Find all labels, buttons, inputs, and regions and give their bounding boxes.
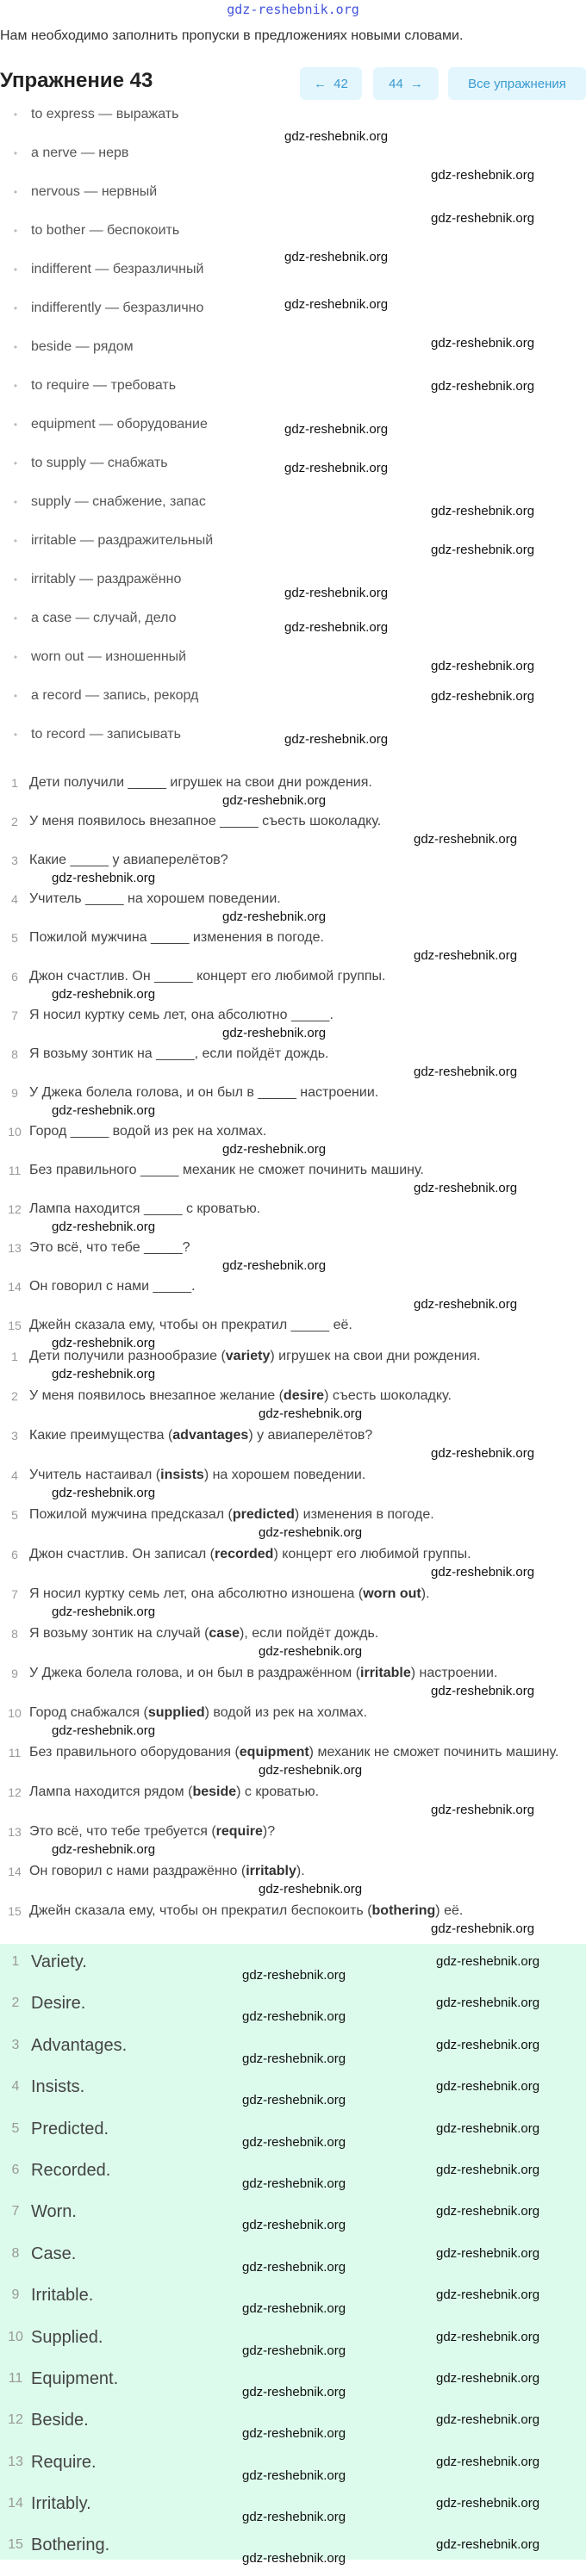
sentence-text: Дети получили _____ игрушек на свои дни рождения. [29, 775, 372, 790]
bullet-icon: • [13, 496, 18, 508]
vocab-item [0, 334, 213, 373]
watermark-text: gdz-reshebnik.org [284, 586, 389, 600]
translation-text [29, 1743, 586, 1762]
bullet-icon: • [13, 690, 18, 702]
watermark-text: gdz-reshebnik.org [436, 2330, 540, 2344]
vocab-text: to record — записывать [31, 727, 181, 742]
vocab-item [0, 218, 213, 257]
answer-text: Advantages. [31, 2035, 128, 2055]
vocab-item [0, 140, 213, 179]
page-title: Упражнение 43 [0, 69, 153, 92]
translation-post: ) игрушек на свои дни рождения. [270, 1349, 481, 1363]
sentence-text: Учитель _____ на хорошем поведении. [29, 891, 281, 906]
answer-text: Require. [31, 2452, 97, 2472]
answer-text: Recorded. [31, 2160, 111, 2180]
watermark-text: gdz-reshebnik.org [284, 732, 389, 747]
translation-pre: Город снабжался ( [29, 1705, 148, 1720]
watermark-text: gdz-reshebnik.org [242, 2426, 346, 2441]
watermark-text: gdz-reshebnik.org [242, 2385, 346, 2399]
item-number: 2 [11, 815, 18, 829]
answer-word: require [215, 1824, 263, 1839]
sentence-text: Джейн сказала ему, чтобы он прекратил _____ её. [29, 1318, 352, 1332]
watermark-text: gdz-reshebnik.org [431, 659, 535, 673]
item-number: 2 [11, 1996, 20, 2011]
watermark-text: gdz-reshebnik.org [222, 909, 327, 924]
watermark-text: gdz-reshebnik.org [284, 461, 389, 475]
answer-item [0, 1992, 127, 2033]
item-number: 1 [11, 1954, 20, 1969]
answer-word: desire [283, 1388, 325, 1403]
item-number: 12 [8, 1785, 22, 1799]
item-number: 12 [8, 2412, 23, 2428]
sentence-text: Без правильного _____ механик не сможет починить машину. [29, 1163, 424, 1177]
watermark-text: gdz-reshebnik.org [436, 1996, 540, 2010]
answer-text: Irritably. [31, 2494, 91, 2514]
item-number: 15 [8, 2537, 23, 2553]
answer-text: Insists. [31, 2077, 85, 2097]
watermark-text: gdz-reshebnik.org [242, 2510, 346, 2524]
watermark-text: gdz-reshebnik.org [431, 1446, 535, 1461]
answer-item [0, 2118, 127, 2159]
vocab-item [0, 412, 213, 450]
translation-post: ), если пойдёт дождь. [240, 1626, 379, 1641]
watermark-text: gdz-reshebnik.org [242, 2551, 346, 2566]
watermark-text: gdz-reshebnik.org [52, 1842, 156, 1857]
vocab-text: a case — случай, дело [31, 611, 177, 625]
watermark-text: gdz-reshebnik.org [431, 1803, 535, 1817]
item-number: 14 [8, 1280, 22, 1294]
watermark-text: gdz-reshebnik.org [284, 297, 389, 312]
vocab-item [0, 683, 213, 722]
answer-item [0, 2243, 127, 2284]
vocab-text: to supply — снабжать [31, 456, 168, 470]
vocab-text: irritable — раздражительный [31, 533, 214, 548]
translation-pre: У Джека болела голова, и он был в раздражённом ( [29, 1666, 361, 1680]
answer-item [0, 2326, 127, 2368]
watermark-text: gdz-reshebnik.org [259, 1644, 363, 1659]
vocab-item [0, 489, 213, 528]
watermark-text: gdz-reshebnik.org [436, 2204, 540, 2219]
arrow-right-icon: → [409, 76, 423, 91]
watermark-text: gdz-reshebnik.org [436, 2455, 540, 2469]
bullet-icon: • [13, 302, 18, 314]
answer-item [0, 2492, 127, 2534]
item-number: 6 [11, 2162, 20, 2177]
item-number: 8 [11, 2245, 20, 2261]
watermark-text: gdz-reshebnik.org [284, 129, 389, 144]
watermark-text: gdz-reshebnik.org [431, 168, 535, 183]
translation-post: ) её. [435, 1903, 464, 1918]
translation-text [29, 1704, 586, 1723]
answer-word: irritable [360, 1666, 411, 1680]
bullet-icon: • [13, 651, 18, 663]
translation-post: ) механик не сможет починить машину. [309, 1745, 559, 1760]
answer-word: beside [192, 1785, 237, 1799]
watermark-text: gdz-reshebnik.org [242, 2093, 346, 2107]
item-number: 9 [11, 2287, 20, 2303]
item-number: 13 [8, 2454, 23, 2469]
watermark-text: gdz-reshebnik.org [414, 832, 518, 847]
watermark-text: gdz-reshebnik.org [431, 211, 535, 226]
translation-text [29, 1664, 586, 1683]
bullet-icon: • [13, 535, 18, 547]
watermark-text: gdz-reshebnik.org [52, 987, 156, 1002]
bullet-icon: • [13, 380, 18, 392]
vocab-item [0, 257, 213, 295]
item-number: 4 [11, 892, 18, 906]
watermark-text: gdz-reshebnik.org [436, 2371, 540, 2386]
vocab-text: to express — выражать [31, 107, 179, 121]
watermark-text: gdz-reshebnik.org [414, 948, 518, 963]
translation-pre: Это всё, что тебе требуется ( [29, 1824, 216, 1839]
answer-text: Variety. [31, 1952, 87, 1971]
watermark-text: gdz-reshebnik.org [52, 1220, 156, 1234]
vocabulary-list [0, 102, 213, 760]
vocab-item [0, 373, 213, 412]
translation-post: ) съесть шоколадку. [324, 1388, 452, 1403]
watermark-text: gdz-reshebnik.org [414, 1181, 518, 1195]
translation-post: )? [262, 1824, 276, 1839]
vocab-text: nervous — нервный [31, 184, 158, 199]
translation-text [29, 1783, 586, 1802]
translation-post: ). [421, 1586, 430, 1601]
translation-post: ). [296, 1864, 305, 1878]
item-number: 13 [8, 1241, 22, 1255]
sentence-text: Я возьму зонтик на _____, если пойдёт дождь. [29, 1046, 329, 1061]
prev-exercise-button[interactable] [300, 67, 362, 100]
watermark-text: gdz-reshebnik.org [414, 1297, 518, 1312]
answer-item [0, 2409, 127, 2450]
sentence-text: Джон счастлив. Он _____ концерт его любимой группы. [29, 969, 386, 984]
vocab-text: a nerve — нерв [31, 146, 129, 160]
watermark-text: gdz-reshebnik.org [222, 1142, 327, 1157]
watermark-text: gdz-reshebnik.org [431, 1565, 535, 1580]
translation-pre: Джон счастлив. Он записал ( [29, 1547, 215, 1561]
next-exercise-button[interactable] [373, 67, 439, 100]
watermark-text: gdz-reshebnik.org [436, 2121, 540, 2136]
item-number: 5 [11, 1508, 18, 1522]
answer-text: Predicted. [31, 2119, 109, 2138]
watermark-text: gdz-reshebnik.org [259, 1525, 363, 1540]
answer-text: Equipment. [31, 2368, 119, 2388]
vocab-item [0, 102, 213, 140]
watermark-text: gdz-reshebnik.org [414, 1065, 518, 1079]
item-number: 3 [11, 1429, 18, 1443]
sentence-text: Это всё, что тебе _____? [29, 1240, 190, 1255]
sentence-text: Я носил куртку семь лет, она абсолютно _____. [29, 1008, 334, 1022]
watermark-text: gdz-reshebnik.org [242, 2176, 346, 2191]
answer-word: recorded [214, 1547, 274, 1561]
answer-text: Irritable. [31, 2286, 94, 2306]
answer-word: variety [225, 1349, 271, 1363]
watermark-text: gdz-reshebnik.org [222, 793, 327, 808]
vocab-item [0, 567, 213, 605]
answer-item [0, 2368, 127, 2409]
vocab-text: indifferent — безразличный [31, 262, 204, 276]
bullet-icon: • [13, 419, 18, 431]
answer-word: equipment [239, 1745, 309, 1760]
translation-pre: У меня появилось внезапное желание ( [29, 1388, 284, 1403]
watermark-text: gdz-reshebnik.org [436, 2038, 540, 2052]
watermark-text: gdz-reshebnik.org [431, 543, 535, 557]
watermark-text: gdz-reshebnik.org [242, 2218, 346, 2232]
all-exercises-label: Все упражнения [468, 76, 566, 91]
translation-text [29, 1466, 586, 1485]
item-number: 4 [11, 2079, 20, 2095]
sentence-text: Пожилой мужчина _____ изменения в погоде. [29, 930, 324, 945]
vocab-item [0, 605, 213, 644]
answer-text: Desire. [31, 1994, 86, 2014]
translation-text [29, 1822, 586, 1841]
translation-text [29, 1624, 586, 1643]
site-watermark-top: gdz-reshebnik.org [227, 2, 359, 17]
answer-item [0, 2034, 127, 2076]
watermark-text: gdz-reshebnik.org [242, 1968, 346, 1983]
watermark-text: gdz-reshebnik.org [52, 1723, 156, 1738]
answer-word: worn out [363, 1586, 421, 1601]
answer-text: Worn. [31, 2202, 77, 2222]
answer-item [0, 2200, 127, 2242]
watermark-text: gdz-reshebnik.org [431, 379, 535, 394]
item-number: 12 [8, 1202, 22, 1216]
sentence-text: Какие _____ у авиаперелётов? [29, 853, 228, 867]
answer-item [0, 1951, 127, 1992]
watermark-text: gdz-reshebnik.org [284, 422, 389, 437]
translation-text [29, 1545, 586, 1564]
translation-pre: Я носил куртку семь лет, она абсолютно изношена ( [29, 1586, 364, 1601]
answer-word: bothering [371, 1903, 436, 1918]
translation-post: ) изменения в погоде. [294, 1507, 434, 1522]
watermark-text: gdz-reshebnik.org [242, 2301, 346, 2316]
vocab-text: a record — запись, рекорд [31, 688, 199, 703]
answer-text: Supplied. [31, 2327, 103, 2347]
item-number: 6 [11, 970, 18, 984]
item-number: 3 [11, 2037, 20, 2052]
item-number: 11 [8, 1746, 22, 1760]
vocab-item [0, 179, 213, 218]
answer-text: Case. [31, 2244, 77, 2263]
bullet-icon: • [13, 264, 18, 276]
answer-text: Beside. [31, 2411, 89, 2430]
watermark-text: gdz-reshebnik.org [52, 1367, 156, 1381]
translation-pre: Какие преимущества ( [29, 1428, 173, 1443]
sentence-text: Он говорил с нами _____. [29, 1279, 196, 1294]
bullet-icon: • [13, 574, 18, 586]
vocab-text: worn out — изношенный [31, 649, 187, 664]
exercise-instruction: Нам необходимо заполнить пропуски в предложениях новыми словами. [0, 28, 464, 43]
item-number: 15 [8, 1904, 22, 1918]
item-number: 13 [8, 1825, 22, 1839]
item-number: 4 [11, 1468, 18, 1482]
vocab-item [0, 450, 213, 489]
watermark-text: gdz-reshebnik.org [436, 2537, 540, 2552]
watermark-text: gdz-reshebnik.org [436, 2287, 540, 2302]
item-number: 1 [11, 776, 18, 790]
watermark-text: gdz-reshebnik.org [431, 1921, 535, 1936]
answer-word: supplied [147, 1705, 205, 1720]
bullet-icon: • [13, 341, 18, 353]
watermark-text: gdz-reshebnik.org [242, 2009, 346, 2024]
watermark-text: gdz-reshebnik.org [52, 871, 156, 885]
bullet-icon: • [13, 147, 18, 159]
translation-pre: Я возьму зонтик на случай ( [29, 1626, 209, 1641]
watermark-text: gdz-reshebnik.org [436, 1954, 540, 1969]
item-number: 11 [8, 2370, 23, 2386]
item-number: 10 [8, 1706, 22, 1720]
watermark-text: gdz-reshebnik.org [436, 2163, 540, 2177]
translation-text [29, 1505, 586, 1524]
translation-text [29, 1902, 586, 1921]
vocab-text: to bother — беспокоить [31, 223, 180, 238]
translation-post: ) водой из рек на холмах. [204, 1705, 368, 1720]
item-number: 5 [11, 2120, 20, 2136]
vocab-text: beside — рядом [31, 339, 134, 354]
answer-text: Bothering. [31, 2536, 110, 2555]
watermark-text: gdz-reshebnik.org [431, 1684, 535, 1698]
item-number: 3 [11, 853, 18, 867]
item-number: 14 [8, 1865, 22, 1878]
translation-post: ) с кроватью. [236, 1785, 320, 1799]
bullet-icon: • [13, 612, 18, 624]
bullet-icon: • [13, 109, 18, 121]
item-number: 5 [11, 931, 18, 945]
answer-word: predicted [232, 1507, 295, 1522]
vocab-text: to require — требовать [31, 378, 177, 393]
item-number: 7 [11, 2204, 20, 2219]
item-number: 9 [11, 1667, 18, 1680]
vocab-item [0, 528, 213, 567]
sentence-text: У меня появилось внезапное _____ съесть шоколадку. [29, 814, 382, 829]
bullet-icon: • [13, 457, 18, 469]
watermark-text: gdz-reshebnik.org [284, 620, 389, 635]
vocab-item [0, 295, 213, 334]
item-number: 10 [8, 1125, 22, 1139]
watermark-text: gdz-reshebnik.org [242, 2051, 346, 2066]
translation-pre: Учитель настаивал ( [29, 1468, 161, 1482]
translation-text [29, 1387, 586, 1406]
translation-text [29, 1426, 586, 1445]
item-number: 8 [11, 1047, 18, 1061]
item-number: 10 [8, 2329, 23, 2344]
sentence-text: Город _____ водой из рек на холмах. [29, 1124, 267, 1139]
watermark-text: gdz-reshebnik.org [52, 1103, 156, 1118]
all-exercises-button[interactable] [448, 67, 586, 100]
bullet-icon: • [13, 186, 18, 198]
vocab-item [0, 644, 213, 683]
prev-exercise-label: 42 [334, 76, 348, 91]
bullet-icon: • [13, 225, 18, 237]
watermark-text: gdz-reshebnik.org [222, 1026, 327, 1040]
sentence-text: Лампа находится _____ с кроватью. [29, 1201, 261, 1216]
watermark-text: gdz-reshebnik.org [259, 1882, 363, 1896]
item-number: 7 [11, 1009, 18, 1022]
watermark-text: gdz-reshebnik.org [52, 1605, 156, 1619]
answer-item [0, 2159, 127, 2200]
translation-pre: Лампа находится рядом ( [29, 1785, 193, 1799]
item-number: 9 [11, 1086, 18, 1100]
watermark-text: gdz-reshebnik.org [222, 1258, 327, 1273]
item-number: 1 [11, 1350, 18, 1363]
arrow-left-icon: ← [314, 76, 327, 91]
vocab-item [0, 722, 213, 760]
answer-word: insists [160, 1468, 204, 1482]
watermark-text: gdz-reshebnik.org [259, 1763, 363, 1778]
next-exercise-label: 44 [389, 76, 403, 91]
answer-word: irritably [246, 1864, 296, 1878]
watermark-text: gdz-reshebnik.org [431, 504, 535, 518]
watermark-text: gdz-reshebnik.org [431, 689, 535, 704]
item-number: 15 [8, 1319, 22, 1332]
item-number: 11 [8, 1164, 22, 1177]
item-number: 14 [8, 2496, 23, 2511]
translation-post: ) у авиаперелётов? [248, 1428, 373, 1443]
watermark-text: gdz-reshebnik.org [259, 1406, 363, 1421]
translation-post: ) на хорошем поведении. [203, 1468, 366, 1482]
watermark-text: gdz-reshebnik.org [431, 336, 535, 351]
answers-list [0, 1951, 127, 2576]
translation-post: ) концерт его любимой группы. [273, 1547, 471, 1561]
translation-pre: Джейн сказала ему, чтобы он прекратил беспокоить ( [29, 1903, 372, 1918]
answer-item [0, 2284, 127, 2325]
vocab-text: indifferently — безразлично [31, 301, 204, 315]
watermark-text: gdz-reshebnik.org [436, 2246, 540, 2261]
translation-text [29, 1585, 586, 1604]
item-number: 7 [11, 1587, 18, 1601]
bullet-icon: • [13, 729, 18, 741]
translation-post: ) настроении. [410, 1666, 498, 1680]
translation-text [29, 1862, 586, 1881]
item-number: 2 [11, 1389, 18, 1403]
watermark-text: gdz-reshebnik.org [436, 2412, 540, 2427]
answer-item [0, 2534, 127, 2575]
watermark-text: gdz-reshebnik.org [242, 2468, 346, 2483]
sentence-text: У Джека болела голова, и он был в _____ настроении. [29, 1085, 379, 1100]
watermark-text: gdz-reshebnik.org [52, 1336, 156, 1350]
translation-pre: Без правильного оборудования ( [29, 1745, 240, 1760]
vocab-text: supply — снабжение, запас [31, 494, 206, 509]
watermark-text: gdz-reshebnik.org [52, 1486, 156, 1500]
item-number: 8 [11, 1627, 18, 1641]
watermark-text: gdz-reshebnik.org [242, 2260, 346, 2275]
watermark-text: gdz-reshebnik.org [436, 2079, 540, 2094]
answer-word: advantages [172, 1428, 249, 1443]
answer-item [0, 2076, 127, 2117]
translation-pre: Дети получили разнообразие ( [29, 1349, 226, 1363]
vocab-text: irritably — раздражённо [31, 572, 182, 587]
translation-pre: Пожилой мужчина предсказал ( [29, 1507, 233, 1522]
watermark-text: gdz-reshebnik.org [242, 2135, 346, 2150]
watermark-text: gdz-reshebnik.org [284, 250, 389, 264]
watermark-text: gdz-reshebnik.org [242, 2343, 346, 2358]
watermark-text: gdz-reshebnik.org [436, 2496, 540, 2511]
translation-pre: Он говорил с нами раздражённо ( [29, 1864, 246, 1878]
answer-item [0, 2451, 127, 2492]
answer-word: case [209, 1626, 240, 1641]
vocab-text: equipment — оборудование [31, 417, 208, 431]
item-number: 6 [11, 1548, 18, 1561]
